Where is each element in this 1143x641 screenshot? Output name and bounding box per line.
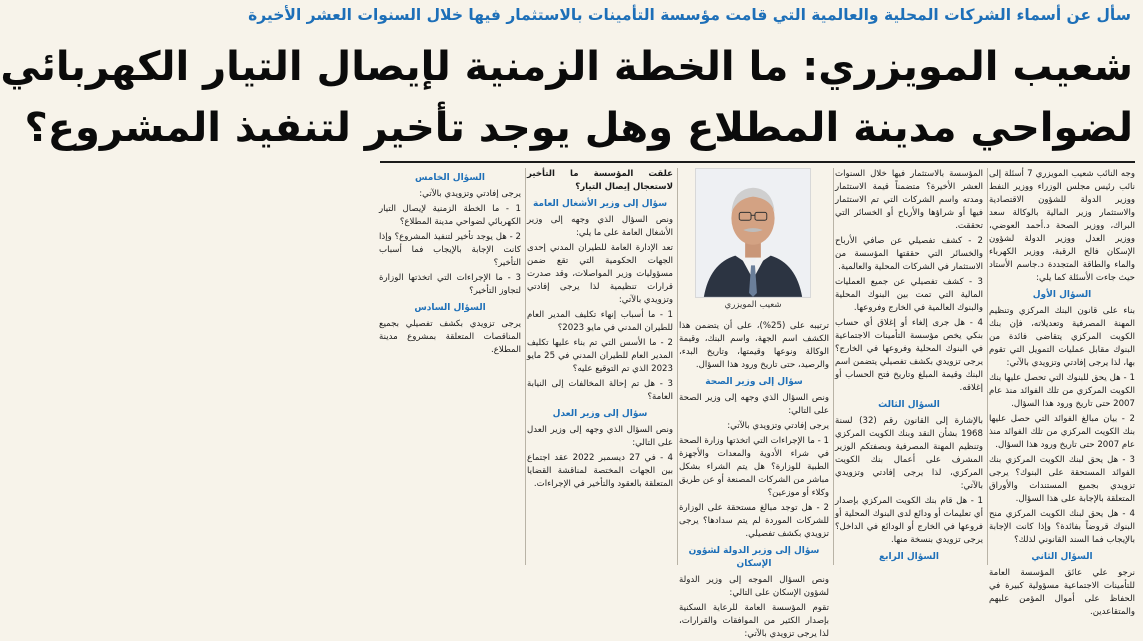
column-divider (833, 168, 834, 565)
column-divider (987, 168, 988, 565)
paragraph: 1 - ما أسباب إنهاء تكليف المدير العام للطيران المدني في مايو 2023؟ (527, 310, 673, 333)
article-column-5 (379, 168, 521, 565)
paragraph: 3 - ما الإجراءات التي اتخذتها الوزارة لتجاوز التأخير؟ (379, 273, 521, 296)
paragraph: ونص السؤال الذي وجهه إلى وزير الصحة على التالي: (679, 393, 829, 416)
paragraph: 1 - هل يحق للبنوك التي تحصل عليها بنك الكويت المركزي من تلك الفوائد منذ عام 2007 حتى تاريخ ورود هذا السؤال. (989, 373, 1135, 409)
column-divider (677, 168, 678, 565)
paragraph: 4 - هل يحق لبنك الكويت المركزي منح البنوك قروضاً بفائدة؟ وإذا كانت الإجابة بالإيجاب فما السند القانوني لذلك؟ (989, 509, 1135, 545)
paragraph: 3 - كشف تفصيلي عن جميع العمليات المالية التي تمت بين البنوك المحلية والبنوك العالمية في الخارج وفروعها. (835, 277, 983, 313)
headline-rule (380, 161, 1135, 163)
paragraph: بناء على قانون البنك المركزي وتنظيم المهنة المصرفية وتعديلاته، فإن بنك الكويت المركزي يتقاضى فائدة من البنوك مقابل عمليات التمويل التي تقوم بها، لذا يرجى إفادتي وتزويدي بالآتي: (989, 306, 1135, 368)
paragraph: 3 - هل يحق لبنك الكويت المركزي بنك الفوائد المستحقة على البنوك؟ يرجى تزويدي بجميع المستندات والأوراق المتعلقة بالإجابة على هذا السؤال. (989, 455, 1135, 504)
section-heading: سؤال إلى وزير الأشغال العامة (532, 199, 668, 209)
paragraph: ونص السؤال الموجه إلى وزير الدولة لشؤون الإسكان على التالي: (679, 575, 829, 598)
section-heading: السؤال الأول (1032, 290, 1092, 300)
paragraph: 4 - هل جرى إلغاء أو إغلاق أي حساب بنكي يخص مؤسسة التأمينات الاجتماعية في البنوك المحلية وفروعها في الخارج؟ يرجى تزويدي بكشف تفصيلي يتضمن اسم البنك وقيمة المبلغ وتاريخ فتح الحساب أو إغلاقه. (835, 318, 983, 393)
section-heading: السؤال الثالث (878, 400, 940, 410)
paragraph: وجه النائب شعيب المويزري 7 أسئلة إلى نائب رئيس مجلس الوزراء ووزير النفط ووزير الدولة للشؤون الاقتصادية والاستثمار وزير المالية بالوكالة سعد البراك، ووزير الصحة د.أحمد العوضي، ووزير العدل ووزير الدولة لشؤون الإسكان فالح الرقبة، ووزير الكهرباء والماء والطاقة المتجددة د.جاسم الأستاد حيث جاءت الأسئلة كما يلي: (989, 169, 1135, 283)
paragraph: 2 - هل توجد مبالغ مستحقة على الوزارة للشركات الموردة لم يتم سدادها؟ يرجى تزويدي بكشف تفصيلي. (679, 503, 829, 539)
paragraph: 4 - في 27 ديسمبر 2022 عقد اجتماع بين الجهات المختصة لمناقشة القضايا المتعلقة بالعقود والتأخير في الإجراءات. (527, 453, 673, 489)
section-heading: السؤال السادس (414, 303, 486, 313)
paragraph: 1 - ما الإجراءات التي اتخذتها وزارة الصحة في شراء الأدوية والمعدات والأجهزة الطبية للوزارة؟ هل يتم الشراء بشكل مباشر من الشركات المصنعة أو عن طريق وكلاء أو موزعين؟ (679, 436, 829, 498)
column-divider (525, 168, 526, 565)
column-body (679, 320, 829, 639)
paragraph: تعد الإدارة العامة للطيران المدني إحدى الجهات الحكومية التي تقع ضمن مسؤوليات وزير المواصلات، وقد صدرت قرارات تنظيمية لذا يرجى إفادتي وتزويدي بالآتي: (527, 243, 673, 305)
section-heading: السؤال الثاني (1031, 552, 1093, 562)
paragraph: تقوم المؤسسة العامة للرعاية السكنية بإصدار الكثير من الموافقات والقرارات، لذا يرجى تزويدي بالآتي: (679, 603, 829, 639)
paragraph: 2 - كشف تفصيلي عن صافي الأرباح والخسائر التي حققتها المؤسسة من الاستثمار في الشركات المحلية والعالمية. (835, 236, 983, 272)
article-column-1 (989, 168, 1135, 617)
article-column-4 (527, 168, 673, 565)
portrait-photo (695, 168, 811, 298)
portrait-illustration (696, 169, 810, 297)
paragraph: علقت المؤسسة ما التأخير لاستعجال إيصال التيار؟ (527, 169, 673, 192)
paragraph: 1 - هل قام بنك الكويت المركزي بإصدار أي تعليمات أو ودائع لدى البنوك المحلية أو فروعها في الخارج أو الودائع في الداخل؟ يرجى تزويدي بنسخة منها. (835, 496, 983, 545)
paragraph: 2 - هل يوجد تأخير لتنفيذ المشروع؟ وإذا كانت الإجابة بالإيجاب فما أسباب التأخير؟ (379, 232, 521, 268)
photo-caption: شعيب المويزري (724, 300, 782, 310)
section-heading: سؤال إلى وزير العدل (552, 409, 648, 419)
paragraph: ونص السؤال الذي وجهه إلى وزير العدل على التالي: (527, 425, 673, 448)
headline-line-1: شعيب المويزري: ما الخطة الزمنية لإيصال التيار الكهربائي (0, 44, 1133, 90)
section-heading: السؤال الرابع (879, 552, 939, 562)
headline-line-2: لضواحي مدينة المطلاع وهل يوجد تأخير لتنفيذ المشروع؟ (24, 105, 1133, 151)
paragraph: ونص السؤال الذي وجهه إلى وزير الأشغال العامة على ما يلي: (527, 215, 673, 238)
paragraph: يرجى إفادتي وتزويدي بالآتي: (727, 421, 829, 431)
paragraph: 3 - هل تم إحالة المخالفات إلى النيابة العامة؟ (527, 379, 673, 402)
paragraph: 2 - بيان مبالغ الفوائد التي حصل عليها بنك الكويت المركزي من تلك الفوائد منذ عام 2007 حتى تاريخ ورود هذا السؤال. (989, 414, 1135, 450)
photo-block (679, 168, 829, 318)
paragraph: نرجو علي عائق المؤسسة العامة للتأمينات الاجتماعية مسؤولية كبيرة في الحفاظ على أموال المؤمن عليهم والمتقاعدين. (989, 568, 1135, 617)
paragraph: يرجى تزويدي بكشف تفصيلي بجميع المناقصات المتعلقة بمشروع مدينة المطلاع. (379, 319, 521, 355)
article-column-2 (835, 168, 983, 565)
paragraph: يرجى إفادتي وتزويدي بالآتي: (419, 189, 521, 199)
paragraph: 2 - ما الأسس التي تم بناء عليها تكليف المدير العام للطيران المدني في 25 مايو 2023 الذي تم التوقيع عليه؟ (527, 338, 673, 374)
article-kicker: سأل عن أسماء الشركات المحلية والعالمية التي قامت مؤسسة التأمينات بالاستثمار فيها خلال السنوات العشر الأخيرة (248, 6, 1131, 24)
paragraph: ترتيبه على (25%)، على أن يتضمن هذا الكشف اسم الجهة، واسم البنك، وقيمة الوكالة ونوعها وقيمتها، وتاريخ البدء، والرصيد، حتى تاريخ ورود هذا السؤال. (679, 321, 829, 370)
section-heading: سؤال إلى وزير الدولة لشؤون الإسكان (688, 546, 820, 569)
section-heading: السؤال الخامس (415, 173, 485, 183)
paragraph: بالإشارة إلى القانون رقم (32) لسنة 1968 بشأن النقد وبنك الكويت المركزي وتنظيم المهنة المصرفية وبصفتكم الوزير المشرف على أعمال بنك الكويت المركزي، لذا يرجى إفادتي وتزويدي بالآتي: (835, 416, 983, 491)
paragraph: 1 - ما الخطة الزمنية لإيصال التيار الكهربائي لضواحي مدينة المطلاع؟ (379, 204, 521, 227)
paragraph: المؤسسة بالاستثمار فيها خلال السنوات العشر الأخيرة؟ متضمناً قيمة الاستثمار ومدته واسم الشركات التي تم الاستثمار فيها أو شراؤها والأرباح أو الخسائر التي تحققت. (835, 169, 983, 231)
section-heading: سؤال إلى وزير الصحة (705, 377, 803, 387)
